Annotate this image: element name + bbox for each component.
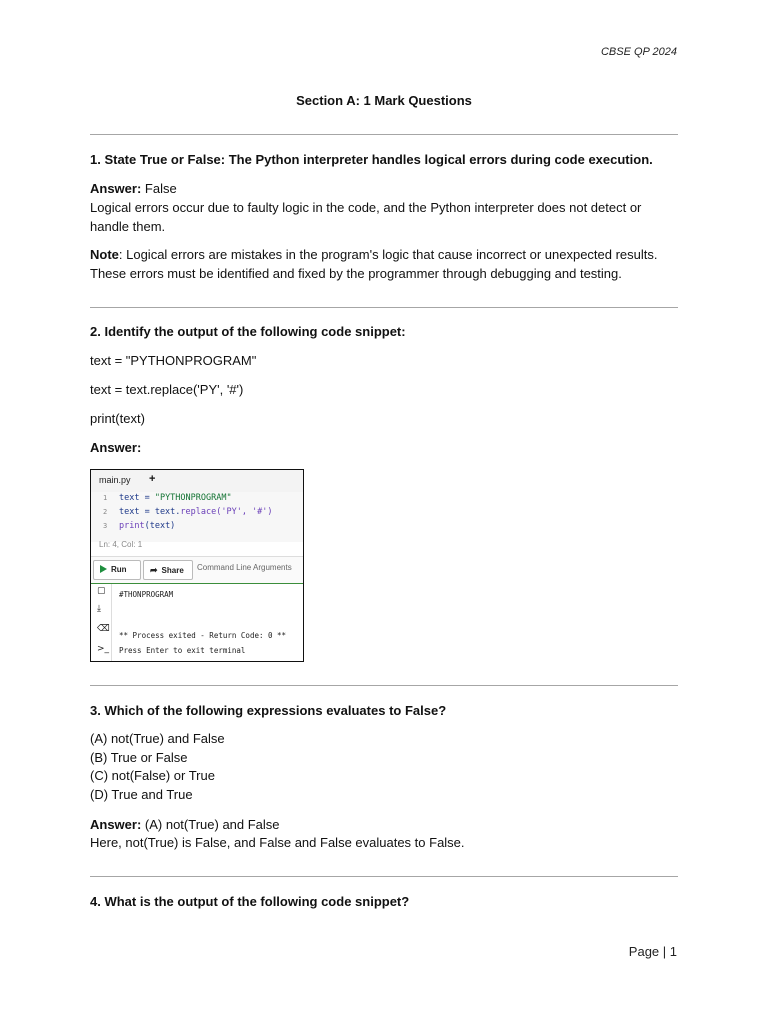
code-line: text = "PYTHONPROGRAM" xyxy=(90,353,257,368)
page-number: Page | 1 xyxy=(628,944,677,959)
run-label: Run xyxy=(111,565,127,574)
divider xyxy=(90,876,678,877)
answer-value: False xyxy=(141,181,177,196)
console-output: #THONPROGRAM xyxy=(119,590,174,599)
q1-answer xyxy=(90,180,680,199)
share-label: Share xyxy=(161,566,184,575)
share-button xyxy=(143,560,193,580)
code-line: text = text.replace('PY', '#') xyxy=(90,382,244,397)
note-label: Note xyxy=(90,247,119,262)
q1-note xyxy=(90,246,680,283)
code-text: text = text. xyxy=(119,507,181,517)
ide-status: Ln: 4, Col: 1 xyxy=(99,540,143,549)
divider xyxy=(90,307,678,308)
question-3: 3. Which of the following expressions evaluates to False? xyxy=(90,703,447,718)
ide-file-tab: main.py xyxy=(99,475,131,485)
q3-answer xyxy=(90,816,680,835)
console-process-line: ** Process exited - Return Code: 0 ** xyxy=(119,631,287,640)
command-line-args: Command Line Arguments xyxy=(197,563,292,572)
code-line: print(text) xyxy=(90,411,145,426)
download-icon: ⤓ xyxy=(97,604,101,614)
section-title: Section A: 1 Mark Questions xyxy=(296,93,472,108)
option: (C) not(False) or True xyxy=(90,768,215,783)
code-call: print xyxy=(119,521,145,531)
play-icon xyxy=(100,565,107,573)
ide-code-line xyxy=(91,506,273,520)
ide-code-line xyxy=(91,520,176,534)
code-call: replace('PY', '#') xyxy=(180,507,273,517)
line-number: 1 xyxy=(103,494,108,502)
ide-code-line xyxy=(91,492,232,506)
code-text: text = xyxy=(119,493,155,503)
line-number: 2 xyxy=(103,508,108,516)
divider xyxy=(90,134,678,135)
run-button xyxy=(93,560,141,580)
question-2: 2. Identify the output of the following code snippet: xyxy=(90,324,406,339)
terminal-icon: >_ xyxy=(97,644,110,654)
q3-explanation: Here, not(True) is False, and False and False evaluates to False. xyxy=(90,835,465,850)
ide-console xyxy=(91,584,303,661)
ide-toolbar xyxy=(91,556,303,585)
code-string: "PYTHONPROGRAM" xyxy=(154,493,232,503)
ide-tab-bar xyxy=(91,470,303,493)
answer-label: Answer: xyxy=(90,181,142,196)
q2-answer-label: Answer: xyxy=(90,440,142,455)
doc-tag: CBSE QP 2024 xyxy=(600,46,677,58)
clear-icon: ⌫ xyxy=(97,624,110,634)
console-sidebar xyxy=(91,584,112,661)
answer-label: Answer: xyxy=(90,817,142,832)
q1-explanation: Logical errors occur due to faulty logic in the code, and the Python interpreter does not detect or handle them. xyxy=(90,200,642,234)
question-1: 1. State True or False: The Python interpreter handles logical errors during code execution. xyxy=(90,152,653,167)
ide-screenshot xyxy=(90,469,304,662)
answer-value: (A) not(True) and False xyxy=(141,817,280,832)
option: (A) not(True) and False xyxy=(90,731,225,746)
line-number: 3 xyxy=(103,522,108,530)
divider xyxy=(90,685,678,686)
add-tab-icon: + xyxy=(149,473,156,485)
console-exit-line: Press Enter to exit terminal xyxy=(119,646,246,655)
ide-code-area xyxy=(91,492,303,542)
option: (D) True and True xyxy=(90,787,193,802)
copy-icon: ▢ xyxy=(97,586,106,596)
note-text: : Logical errors are mistakes in the program's logic that cause incorrect or unexpected results. These errors must be identified and fixed by the programmer through debugging and testing. xyxy=(90,247,658,281)
share-icon: ➦ xyxy=(150,565,158,575)
option: (B) True or False xyxy=(90,750,188,765)
question-4: 4. What is the output of the following code snippet? xyxy=(90,894,410,909)
code-text: (text) xyxy=(144,521,176,531)
